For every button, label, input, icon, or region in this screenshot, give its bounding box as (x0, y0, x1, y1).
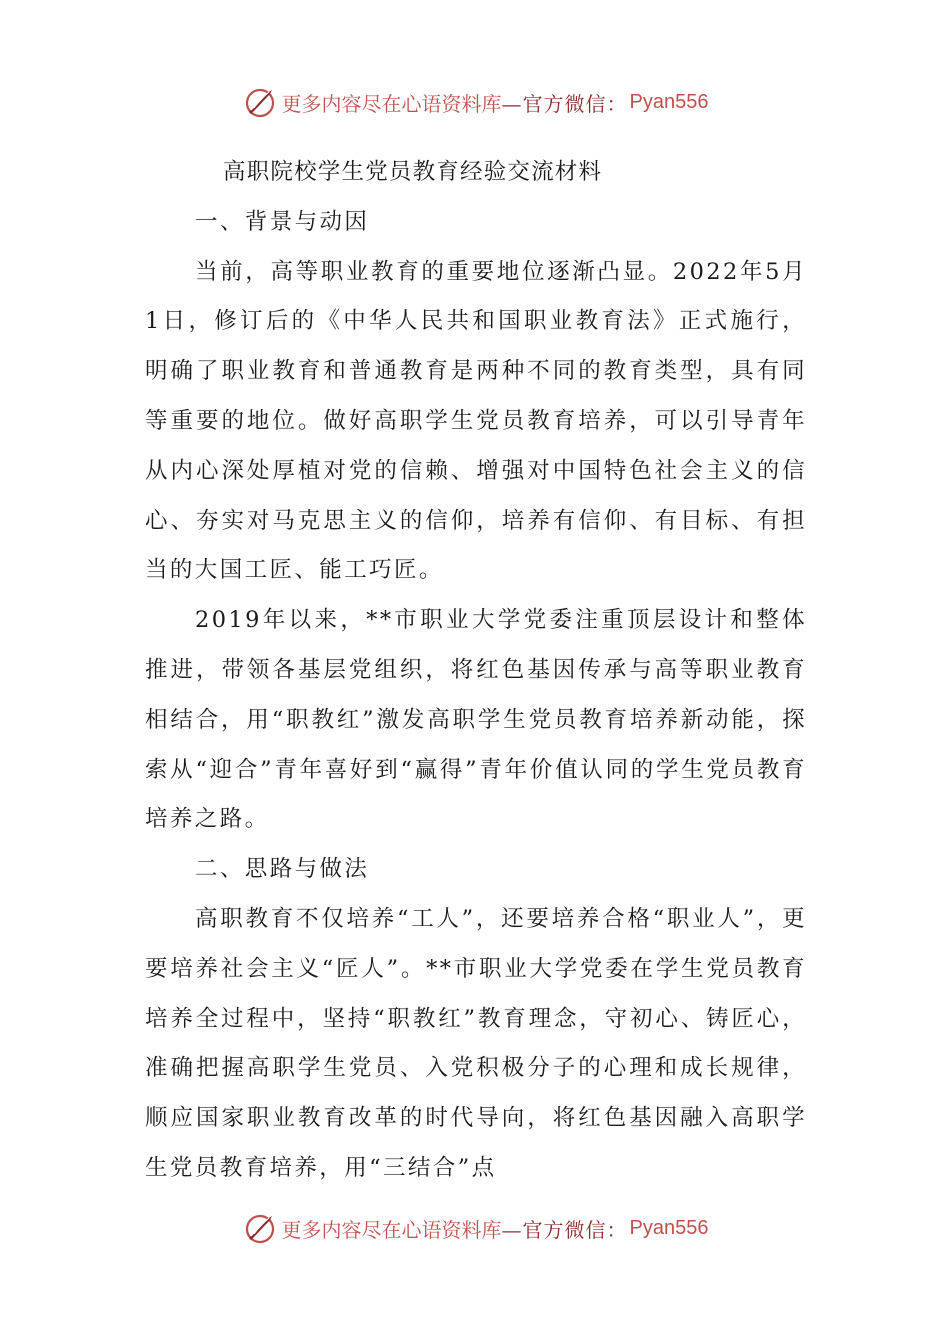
quill-pen-logo-icon (242, 84, 278, 120)
banner-wechat-id: Pyan556 (629, 90, 709, 113)
banner-wechat-id: Pyan556 (629, 1216, 709, 1239)
section-heading-background: 一、背景与动因 (195, 208, 370, 235)
section-heading-approach: 二、思路与做法 (195, 856, 370, 883)
banner-site-name: 更多内容尽在心语资料库 (281, 1217, 502, 1242)
paragraph-background: 当前，高等职业教育的重要地位逐渐凸显。2022年5月1日，修订后的《中华人民共和国职业教育法》正式施行，明确了职业教育和普通教育是两种不同的教育类型，具有同等重要的地位。做好高职学生党员教育培养，可以引导青年从内心深处厚植对党的信赖、增强对中国特色社会主义的信心、夯实对马克思主义的信仰，培养有信仰、有目标、有担当的大国工匠、能工巧匠。 (145, 258, 807, 584)
banner-site-name: 更多内容尽在心语资料库 (281, 91, 502, 116)
paragraph-approach: 高职教育不仅培养“工人”，还要培养合格“职业人”，更要培养社会主义“匠人”。**市职业大学党委在学生党员教育培养全过程中，坚持“职教红”教育理念，守初心、铸匠心，准确把握高职学生党员、入党积极分子的心理和成长规律，顺应国家职业教育改革的时代导向，将红色基因融入高职学生党员教育培养，用“三结合”点 (145, 905, 807, 1181)
footer-watermark-banner (0, 1208, 950, 1248)
banner-wechat-label: —官方微信： (501, 1217, 628, 1242)
paragraph-since-2019: 2019年以来，**市职业大学党委注重顶层设计和整体推进，带领各基层党组织，将红色基因传承与高等职业教育相结合，用“职教红”激发高职学生党员教育培养新动能，探索从“迎合”青年喜好到“赢得”青年价值认同的学生党员教育培养之路。 (145, 607, 807, 833)
document-body (145, 148, 807, 1194)
quill-pen-logo-icon (242, 1210, 278, 1246)
header-watermark-banner (0, 82, 950, 122)
banner-wechat-label: —官方微信： (501, 91, 628, 116)
document-title: 高职院校学生党员教育经验交流材料 (223, 159, 603, 185)
